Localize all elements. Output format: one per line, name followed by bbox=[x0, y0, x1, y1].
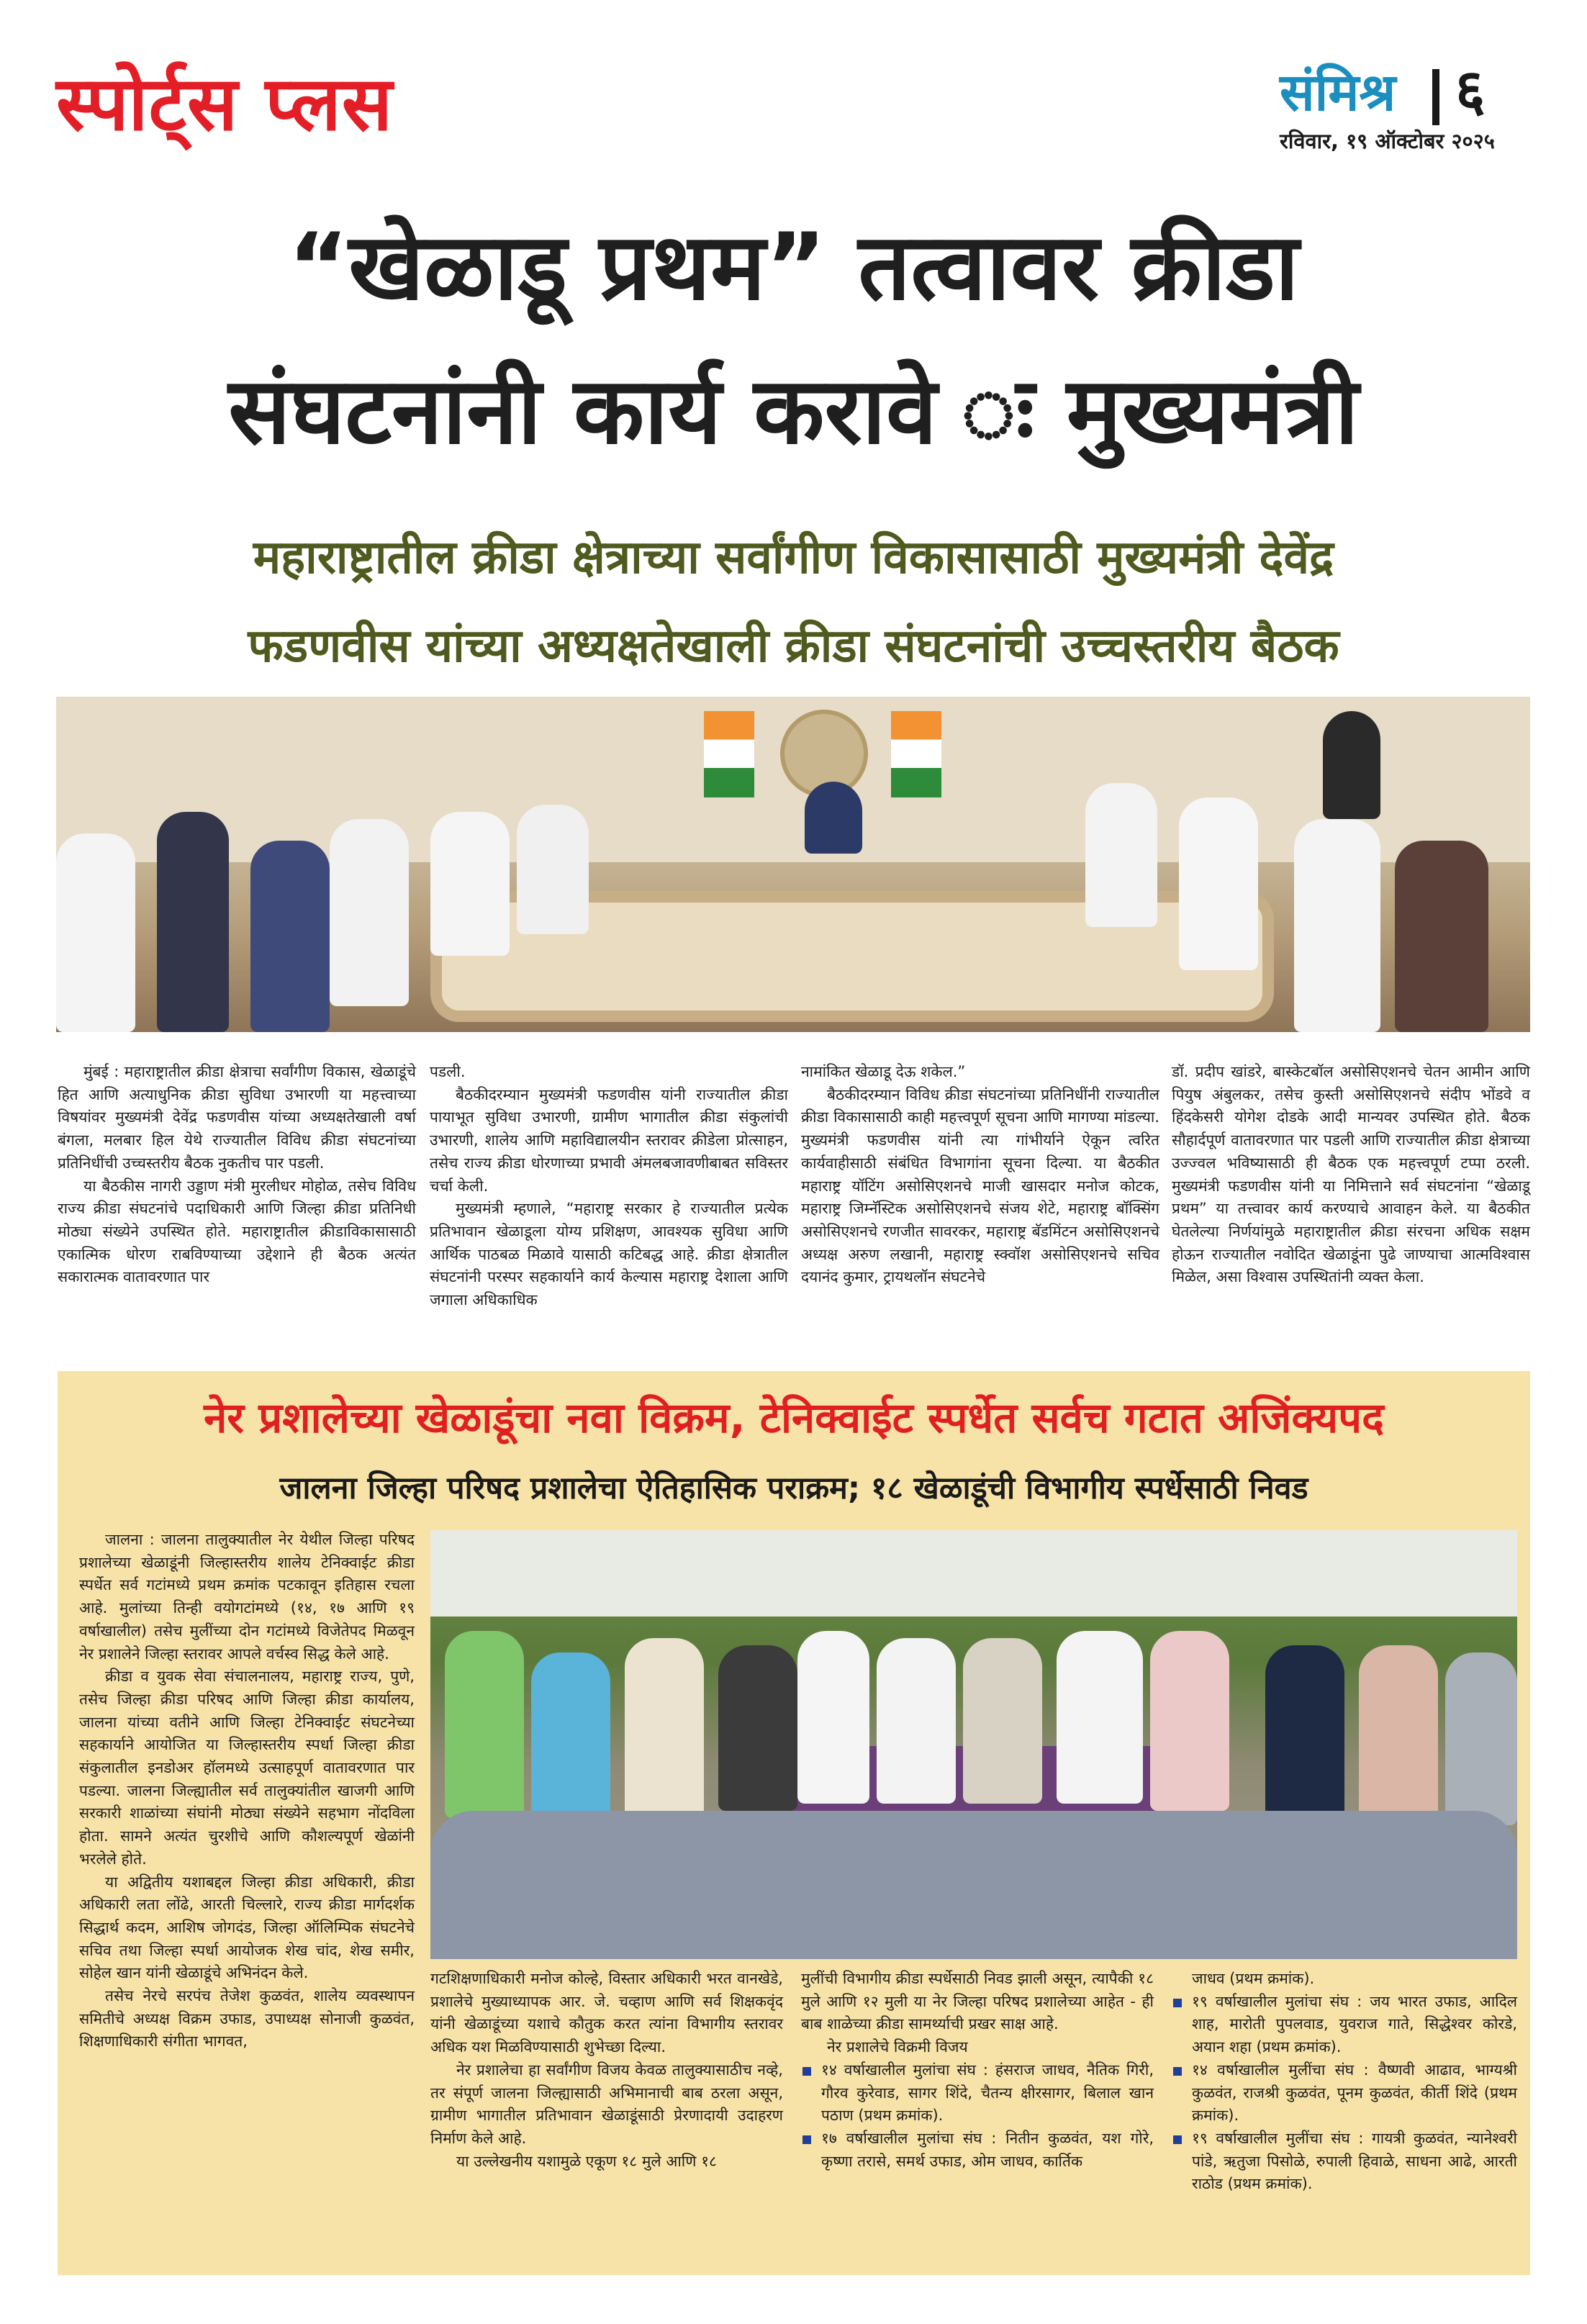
story1-column-4 bbox=[1172, 1061, 1530, 1289]
paragraph: डॉ. प्रदीप खांडरे, बास्केटबॉल असोसिएशनचे चेतन आमीन आणि पियुष अंबुलकर, तसेच कुस्ती असोसिएशनचे संदीप भोंडवे व हिंदकेसरी योगेश दोडके आदी मान्यवर उपस्थित होते. बैठक सौहार्दपूर्ण वातावरणात पार पडली आणि राज्यातील क्रीडा क्षेत्राच्या उज्ज्वल भविष्यासाठी ही बैठक एक महत्त्वपूर्ण टप्पा ठरली. मुख्यमंत्री फडणवीस यांनी या निमित्ताने सर्व संघटनांना “खेळाडू प्रथम” या तत्त्वावर कार्य करण्याचे आवाहन केले. या बैठकीत घेतलेल्या निर्णयांमुळे महाराष्ट्रातील क्रीडा संरचना अधिक सक्षम होऊन राज्यातील नवोदित खेळाडूंना पुढे जाण्याचा आत्मविश्वास मिळेल, असा विश्वास उपस्थितांनी व्यक्त केला. bbox=[1172, 1063, 1530, 1286]
main-subhead bbox=[29, 514, 1558, 691]
list-item: १९ वर्षाखालील मुलांचा संघ : जय भारत उफाड, आदिल शाह, मारोती पुपलवाड, युवराज गाते, सिद्धेश्वर कोरडे, अयान शहा (प्रथम क्रमांक). bbox=[1172, 1991, 1517, 2059]
section-label: संमिश्र bbox=[1280, 62, 1396, 122]
paragraph: मुंबई : महाराष्ट्रातील क्रीडा क्षेत्राचा सर्वांगीण विकास, खेळाडूंचे हित आणि अत्याधुनिक क्रीडा सुविधा उभारणी या महत्त्वाच्या विषयांवर मुख्यमंत्री देवेंद्र फडणवीस यांच्या अध्यक्षतेखाली वर्षा बंगला, मलबार हिल येथे राज्यातील विविध क्रीडा संघटनांच्या प्रतिनिधींची उच्चस्तरीय बैठक नुकतीच पार पडली. bbox=[58, 1063, 416, 1172]
story1-column-1 bbox=[58, 1061, 416, 1289]
paragraph: या बैठकीस नागरी उड्डाण मंत्री मुरलीधर मोहोळ, तसेच विविध राज्य क्रीडा संघटनांचे पदाधिकारी आणि जिल्हा क्रीडा प्रतिनिधी मोठ्या संख्येने उपस्थित होते. महाराष्ट्रातील क्रीडाविकासासाठी एकात्मिक धोरण राबविण्याच्या उद्देशाने ही बैठक अत्यंत सकारात्मक वातावरणात पार bbox=[58, 1177, 416, 1286]
team-photo bbox=[430, 1530, 1517, 1959]
paragraph: बैठकीदरम्यान मुख्यमंत्री फडणवीस यांनी राज्यातील क्रीडा पायाभूत सुविधा उभारणी, ग्रामीण भागातील क्रीडा संकुलांची उभारणी, शालेय आणि महाविद्यालयीन स्तरावर क्रीडेला प्रोत्साहन, तसेच राज्य क्रीडा धोरणाच्या प्रभावी अंमलबजावणीबाबत सविस्तर चर्चा केली. bbox=[430, 1085, 788, 1195]
story2-column-4 bbox=[1172, 1968, 1517, 2196]
feature-subhead: जालना जिल्हा परिषद प्रशालेचा ऐतिहासिक पराक्रम; १८ खेळाडूंची विभागीय स्पर्धेसाठी निवड bbox=[279, 1470, 1308, 1506]
headline-line-2: संघटनांनी कार्य करावे ः मुख्यमंत्री bbox=[228, 358, 1359, 465]
paragraph: नामांकित खेळाडू देऊ शकेल.” bbox=[801, 1063, 966, 1080]
dateline: रविवार, १९ ऑक्टोबर २०२५ bbox=[1280, 129, 1495, 153]
story2-column-3 bbox=[801, 1968, 1154, 2173]
list-item: १४ वर्षाखालील मुलांचा संघ : हंसराज जाधव, नैतिक गिरी, गौरव कुरेवाड, सागर शिंदे, चैतन्य क्षीरसागर, बिलाल खान पठाण (प्रथम क्रमांक). bbox=[801, 2059, 1154, 2128]
main-headline bbox=[29, 196, 1558, 484]
headline-line-1: “खेळाडू प्रथम” तत्वावर क्रीडा bbox=[288, 214, 1299, 321]
subhead-line-2: फडणवीस यांच्या अध्यक्षतेखाली क्रीडा संघटनांची उच्चस्तरीय बैठक bbox=[248, 620, 1339, 673]
paragraph: क्रीडा व युवक सेवा संचालनालय, महाराष्ट्र राज्य, पुणे, तसेच जिल्हा क्रीडा परिषद आणि जिल्हा क्रीडा कार्यालय, जालना यांच्या वतीने आणि जिल्हा टेनिक्वाईट संघटनेच्या सहकार्याने आयोजित या जिल्हास्तरीय स्पर्धा जिल्हा क्रीडा संकुलातील इनडोअर हॉलमध्ये उत्साहपूर्ण वातावरणात पार पडल्या. जालना जिल्ह्यातील सर्व तालुक्यांतील खाजगी आणि सरकारी शाळांच्या संघांनी मोठ्या संख्येने सहभाग नोंदविला होता. सामने अत्यंत चुरशीचे आणि कौशल्यपूर्ण खेळांनी भरलेले होते. bbox=[79, 1668, 415, 1868]
masthead-logo: स्पोर्ट्स प्लस bbox=[56, 60, 394, 148]
page-number: ६ bbox=[1455, 57, 1486, 124]
paragraph: बैठकीदरम्यान विविध क्रीडा संघटनांच्या प्रतिनिधींनी राज्यातील क्रीडा विकासासाठी काही महत्त्वपूर्ण सूचना आणि मागण्या मांडल्या. मुख्यमंत्री फडणवीस यांनी त्या गांभीर्याने ऐकून त्वरित कार्यवाहीसाठी संबंधित विभागांना सूचना दिल्या. या बैठकीत महाराष्ट्र यॉटिंग असोसिएशनचे माजी खासदार मनोज कोटक, महाराष्ट्र जिम्नॅस्टिक असोसिएशनचे संजय शेटे, महाराष्ट्र बॉक्सिंग असोसिएशनचे रणजीत सावरकर, महाराष्ट्र बॅडमिंटन असोसिएशनचे अध्यक्ष अरुण लखानी, महाराष्ट्र स्क्वॉश असोसिएशनचे सचिव दयानंद कुमार, ट्रायथलॉन संघटनेचे bbox=[801, 1085, 1159, 1286]
story1-column-3 bbox=[801, 1061, 1159, 1289]
header-separator bbox=[1432, 69, 1439, 125]
paragraph: या अद्वितीय यशाबद्दल जिल्हा क्रीडा अधिकारी, क्रीडा अधिकारी लता लोंढे, आरती चिल्लारे, राज्य क्रीडा मार्गदर्शक सिद्धार्थ कदम, आशिष जोगदंड, जिल्हा ऑलिम्पिक संघटनेचे सचिव तथा जिल्हा स्पर्धा आयोजक शेख चांद, शेख समीर, सोहेल खान यांनी खेळाडूंचे अभिनंदन केले. bbox=[79, 1873, 415, 1982]
paragraph: तसेच नेरचे सरपंच तेजेश कुळवंत, शालेय व्यवस्थापन समितीचे अध्यक्ष विक्रम उफाड, उपाध्यक्ष सोनाजी कुळवंत, शिक्षणाधिकारी संगीता भागवत, bbox=[79, 1987, 415, 2051]
paragraph: मुख्यमंत्री म्हणाले, “महाराष्ट्र सरकार हे राज्यातील प्रत्येक प्रतिभावान खेळाडूला योग्य प्रशिक्षण, आवश्यक सुविधा आणि आर्थिक पाठबळ मिळावे यासाठी कटिबद्ध आहे. क्रीडा क्षेत्रातील संघटनांनी परस्पर सहकार्याने कार्य केल्यास महाराष्ट्र देशाला आणि जगाला अधिकाधिक bbox=[430, 1200, 788, 1309]
list-item: १४ वर्षाखालील मुलींचा संघ : वैष्णवी आढाव, भाग्यश्री कुळवंत, राजश्री कुळवंत, पूनम कुळवंत, कीर्ती शिंदे (प्रथम क्रमांक). bbox=[1172, 2059, 1517, 2128]
paragraph: मुलींची विभागीय क्रीडा स्पर्धेसाठी निवड झाली असून, त्यापैकी १८ मुले आणि १२ मुली या नेर जिल्हा परिषद प्रशालेच्या आहेत - ही बाब शाळेच्या क्रीडा सामर्थ्याची प्रखर साक्ष आहे. bbox=[801, 1970, 1154, 2033]
story2-column-2 bbox=[430, 1968, 783, 2173]
paragraph: जालना : जालना तालुक्यातील नेर येथील जिल्हा परिषद प्रशालेच्या खेळाडूंनी जिल्हास्तरीय शालेय टेनिक्वाईट क्रीडा स्पर्धेत सर्व गटांमध्ये प्रथम क्रमांक पटकावून इतिहास रचला आहे. मुलांच्या तिन्ही वयोगटांमध्ये (१४, १७ आणि १९ वर्षाखालील) तसेच मुलींच्या दोन गटांमध्ये विजेतेपद मिळवून नेर प्रशालेने जिल्हा स्तरावर आपले वर्चस्व सिद्ध केले आहे. bbox=[79, 1531, 415, 1663]
subhead-line-1: महाराष्ट्रातील क्रीडा क्षेत्राच्या सर्वांगीण विकासासाठी मुख्यमंत्री देवेंद्र bbox=[253, 531, 1334, 584]
section-label: नेर प्रशालेचे विक्रमी विजय bbox=[827, 2038, 968, 2056]
paragraph: या उल्लेखनीय यशामुळे एकूण १८ मुले आणि १८ bbox=[456, 2152, 717, 2170]
paragraph: पडली. bbox=[430, 1063, 466, 1080]
feature-headline: नेर प्रशालेच्या खेळाडूंचा नवा विक्रम, टेनिक्वाईट स्पर्धेत सर्वच गटात अजिंक्यपद bbox=[204, 1393, 1384, 1442]
meeting-photo bbox=[56, 697, 1530, 1032]
story1-column-2 bbox=[430, 1061, 788, 1312]
paragraph: गटशिक्षणाधिकारी मनोज कोल्हे, विस्तार अधिकारी भरत वानखेडे, प्रशालेचे मुख्याध्यापक आर. जे. चव्हाण आणि सर्व शिक्षकवृंद यांनी खेळाडूंच्या यशाचे कौतुक करत त्यांना विभागीय स्तरावर अधिक यश मिळविण्यासाठी शुभेच्छा दिल्या. bbox=[430, 1970, 783, 2056]
paragraph: जाधव (प्रथम क्रमांक). bbox=[1192, 1970, 1315, 1987]
list-item: १९ वर्षाखालील मुलींचा संघ : गायत्री कुळवंत, न्यानेश्वरी पांडे, ऋतुजा पिसोळे, रुपाली हिवाळे, साधना आढे, आरती राठोड (प्रथम क्रमांक). bbox=[1172, 2128, 1517, 2196]
story2-column-1 bbox=[79, 1529, 415, 2053]
list-item: १७ वर्षाखालील मुलांचा संघ : नितीन कुळवंत, यश गोरे, कृष्णा तरासे, समर्थ उफाड, ओम जाधव, कार्तिक bbox=[801, 2128, 1154, 2173]
paragraph: नेर प्रशालेचा हा सर्वांगीण विजय केवळ तालुक्यासाठीच नव्हे, तर संपूर्ण जालना जिल्ह्यासाठी अभिमानाची बाब ठरला असून, ग्रामीण भागातील प्रतिभावान खेळाडूंसाठी प्रेरणादायी उदाहरण निर्माण केले आहे. bbox=[430, 2061, 783, 2147]
